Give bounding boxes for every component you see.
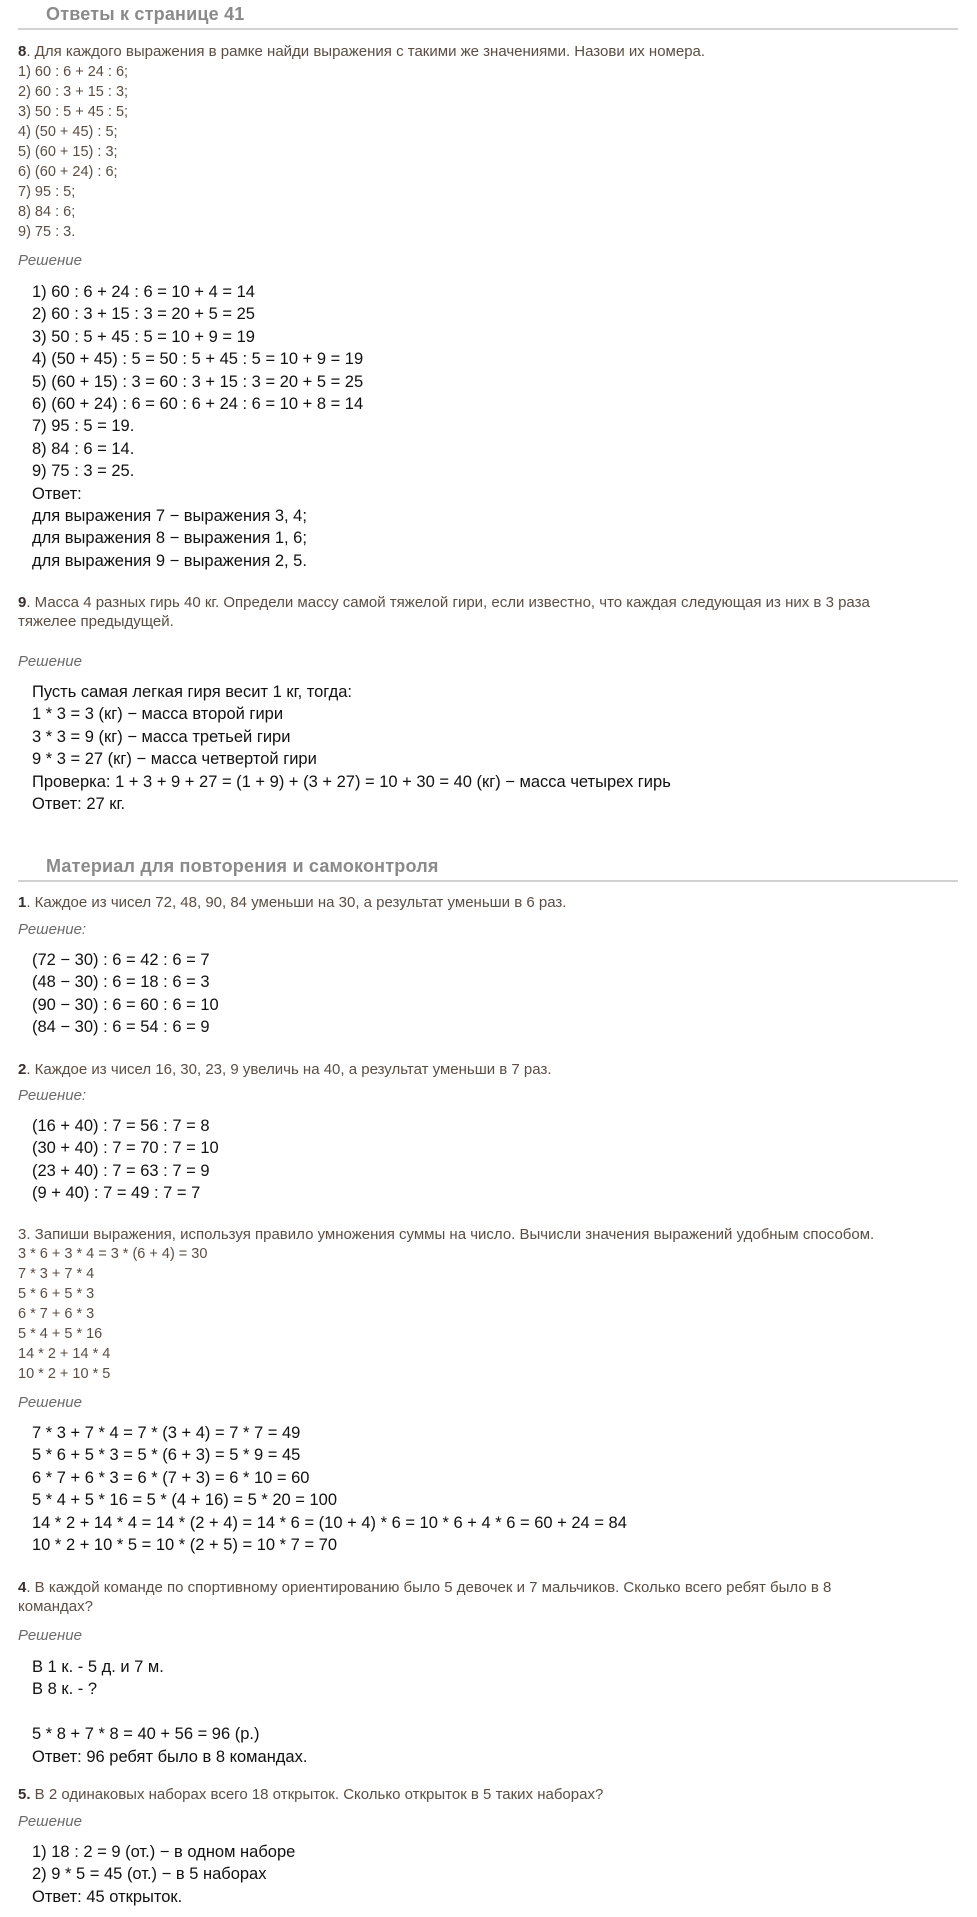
review-task-4-statement-cont: командах? bbox=[18, 1598, 93, 1615]
list-item: 14 * 2 + 14 * 4 bbox=[18, 1346, 111, 1362]
solution-line: для выражения 9 − выражения 2, 5. bbox=[32, 551, 307, 570]
solution-line: 4) (50 + 45) : 5 = 50 : 5 + 45 : 5 = 10 + 9 = 19 bbox=[32, 350, 364, 369]
solution-label: Решение: bbox=[18, 921, 87, 938]
solution-line: (9 + 40) : 7 = 49 : 7 = 7 bbox=[32, 1184, 201, 1203]
solution-line: 1) 60 : 6 + 24 : 6 = 10 + 4 = 14 bbox=[32, 283, 255, 301]
solution-label: Решение bbox=[18, 653, 82, 670]
solution-line: 10 * 2 + 10 * 5 = 10 * (2 + 5) = 10 * 7 = 70 bbox=[32, 1535, 338, 1554]
solution-line: (84 − 30) : 6 = 54 : 6 = 9 bbox=[32, 1018, 210, 1037]
review-task-2-statement: 2. Каждое из чисел 16, 30, 23, 9 увеличь на 40, а результат уменьши в 7 раз. bbox=[18, 1061, 552, 1078]
solution-line: В 8 к. - ? bbox=[32, 1680, 97, 1699]
list-item: 10 * 2 + 10 * 5 bbox=[18, 1366, 111, 1382]
solution-line: (48 − 30) : 6 = 18 : 6 = 3 bbox=[32, 973, 210, 992]
task-9-statement: 9. Масса 4 разных гирь 40 кг. Определи массу самой тяжелой гири, если известно, что каждая следующая из них в 3 раза bbox=[18, 594, 870, 611]
solution-line: (72 − 30) : 6 = 42 : 6 = 7 bbox=[32, 951, 210, 969]
task-8-expression-list bbox=[18, 62, 128, 242]
section-header-page-41 bbox=[18, 4, 958, 30]
solution-line: 8) 84 : 6 = 14. bbox=[32, 439, 135, 458]
list-item: 7) 95 : 5; bbox=[18, 184, 76, 200]
solution-line: 6) (60 + 24) : 6 = 60 : 6 + 24 : 6 = 10 + 8 = 14 bbox=[32, 394, 364, 413]
solution-line: 5 * 4 + 5 * 16 = 5 * (4 + 16) = 5 * 20 = 100 bbox=[32, 1491, 338, 1510]
section-title: Ответы к странице 41 bbox=[46, 4, 245, 24]
list-item: 5 * 6 + 5 * 3 bbox=[18, 1286, 95, 1302]
solution-line: 2) 60 : 3 + 15 : 3 = 20 + 5 = 25 bbox=[32, 305, 255, 324]
list-item: 3 * 6 + 3 * 4 = 3 * (6 + 4) = 30 bbox=[18, 1246, 208, 1262]
list-item: 2) 60 : 3 + 15 : 3; bbox=[18, 84, 129, 100]
list-item: 8) 84 : 6; bbox=[18, 204, 76, 220]
review-task-5-solution bbox=[32, 1841, 295, 1908]
solution-label: Решение bbox=[18, 1627, 82, 1644]
solution-line: 2) 9 * 5 = 45 (от.) − в 5 наборах bbox=[32, 1865, 267, 1884]
solution-label: Решение bbox=[18, 1394, 82, 1411]
solution-line: (16 + 40) : 7 = 56 : 7 = 8 bbox=[32, 1117, 210, 1135]
list-item: 9) 75 : 3. bbox=[18, 224, 76, 240]
review-task-3-statement: 3. Запиши выражения, используя правило умножения суммы на число. Вычисли значения выражений удобным способом. bbox=[18, 1226, 875, 1243]
solution-line bbox=[32, 1701, 307, 1723]
solution-line: 5) (60 + 15) : 3 = 60 : 3 + 15 : 3 = 20 + 5 = 25 bbox=[32, 372, 364, 391]
list-item: 5) (60 + 15) : 3; bbox=[18, 144, 118, 160]
solution-line: 5 * 8 + 7 * 8 = 40 + 56 = 96 (р.) bbox=[32, 1725, 260, 1744]
solution-line: (90 − 30) : 6 = 60 : 6 = 10 bbox=[32, 995, 219, 1014]
task-9-solution bbox=[32, 681, 671, 815]
review-task-3-solution bbox=[32, 1422, 627, 1556]
review-task-1-statement: 1. Каждое из чисел 72, 48, 90, 84 уменьши на 30, а результат уменьши в 6 раз. bbox=[18, 894, 567, 911]
list-item: 6 * 7 + 6 * 3 bbox=[18, 1306, 95, 1322]
section-header-review bbox=[18, 856, 958, 882]
solution-line: 1 * 3 = 3 (кг) − масса второй гири bbox=[32, 705, 284, 724]
solution-line: для выражения 8 − выражения 1, 6; bbox=[32, 529, 307, 548]
list-item: 7 * 3 + 7 * 4 bbox=[18, 1266, 95, 1282]
solution-line: 7 * 3 + 7 * 4 = 7 * (3 + 4) = 7 * 7 = 49 bbox=[32, 1424, 301, 1442]
solution-line: 5 * 6 + 5 * 3 = 5 * (6 + 3) = 5 * 9 = 45 bbox=[32, 1446, 301, 1465]
solution-label: Решение: bbox=[18, 1087, 87, 1104]
review-task-3-expression-list bbox=[18, 1244, 207, 1384]
solution-line: (23 + 40) : 7 = 63 : 7 = 9 bbox=[32, 1161, 210, 1180]
task-8-solution bbox=[32, 281, 363, 572]
task-9-statement-cont: тяжелее предыдущей. bbox=[18, 613, 174, 630]
solution-line: 7) 95 : 5 = 19. bbox=[32, 417, 135, 436]
solution-line: 9 * 3 = 27 (кг) − масса четвертой гири bbox=[32, 750, 317, 769]
task-8-statement: 8. Для каждого выражения в рамке найди выражения с такими же значениями. Назови их номера. bbox=[18, 43, 706, 60]
solution-label: Решение bbox=[18, 1813, 82, 1830]
solution-line: Ответ: 96 ребят было в 8 командах. bbox=[32, 1747, 308, 1766]
list-item: 4) (50 + 45) : 5; bbox=[18, 124, 118, 140]
solution-line: 3 * 3 = 9 (кг) − масса третьей гири bbox=[32, 727, 291, 746]
review-task-1-solution bbox=[32, 949, 219, 1039]
solution-line: 3) 50 : 5 + 45 : 5 = 10 + 9 = 19 bbox=[32, 327, 255, 346]
solution-line: 1) 18 : 2 = 9 (от.) − в одном наборе bbox=[32, 1843, 296, 1861]
section-title: Материал для повторения и самоконтроля bbox=[46, 856, 439, 876]
solution-line: Ответ: 27 кг. bbox=[32, 794, 126, 813]
solution-line: В 1 к. - 5 д. и 7 м. bbox=[32, 1658, 164, 1676]
review-task-5-statement: 5. В 2 одинаковых наборах всего 18 открыток. Сколько открыток в 5 таких наборах? bbox=[18, 1786, 604, 1803]
list-item: 3) 50 : 5 + 45 : 5; bbox=[18, 104, 129, 120]
solution-line: Ответ: 45 открыток. bbox=[32, 1887, 183, 1906]
solution-line: для выражения 7 − выражения 3, 4; bbox=[32, 506, 307, 525]
solution-line: (30 + 40) : 7 = 70 : 7 = 10 bbox=[32, 1139, 219, 1158]
review-task-4-statement: 4. В каждой команде по спортивному ориентированию было 5 девочек и 7 мальчиков. Сколько всего ребят было в 8 bbox=[18, 1579, 832, 1596]
solution-line: Пусть самая легкая гиря весит 1 кг, тогда: bbox=[32, 683, 352, 701]
list-item: 1) 60 : 6 + 24 : 6; bbox=[18, 64, 129, 80]
list-item: 5 * 4 + 5 * 16 bbox=[18, 1326, 103, 1342]
review-task-4-solution bbox=[32, 1656, 307, 1768]
solution-line: 9) 75 : 3 = 25. bbox=[32, 462, 135, 481]
review-task-2-solution bbox=[32, 1115, 219, 1205]
list-item: 6) (60 + 24) : 6; bbox=[18, 164, 118, 180]
solution-line: Ответ: bbox=[32, 484, 82, 503]
solution-label: Решение bbox=[18, 252, 82, 269]
solution-line: 14 * 2 + 14 * 4 = 14 * (2 + 4) = 14 * 6 = (10 + 4) * 6 = 10 * 6 + 4 * 6 = 60 + 24 = 84 bbox=[32, 1513, 627, 1532]
solution-line: 6 * 7 + 6 * 3 = 6 * (7 + 3) = 6 * 10 = 60 bbox=[32, 1468, 310, 1487]
solution-line: Проверка: 1 + 3 + 9 + 27 = (1 + 9) + (3 + 27) = 10 + 30 = 40 (кг) − масса четырех гирь bbox=[32, 772, 671, 791]
